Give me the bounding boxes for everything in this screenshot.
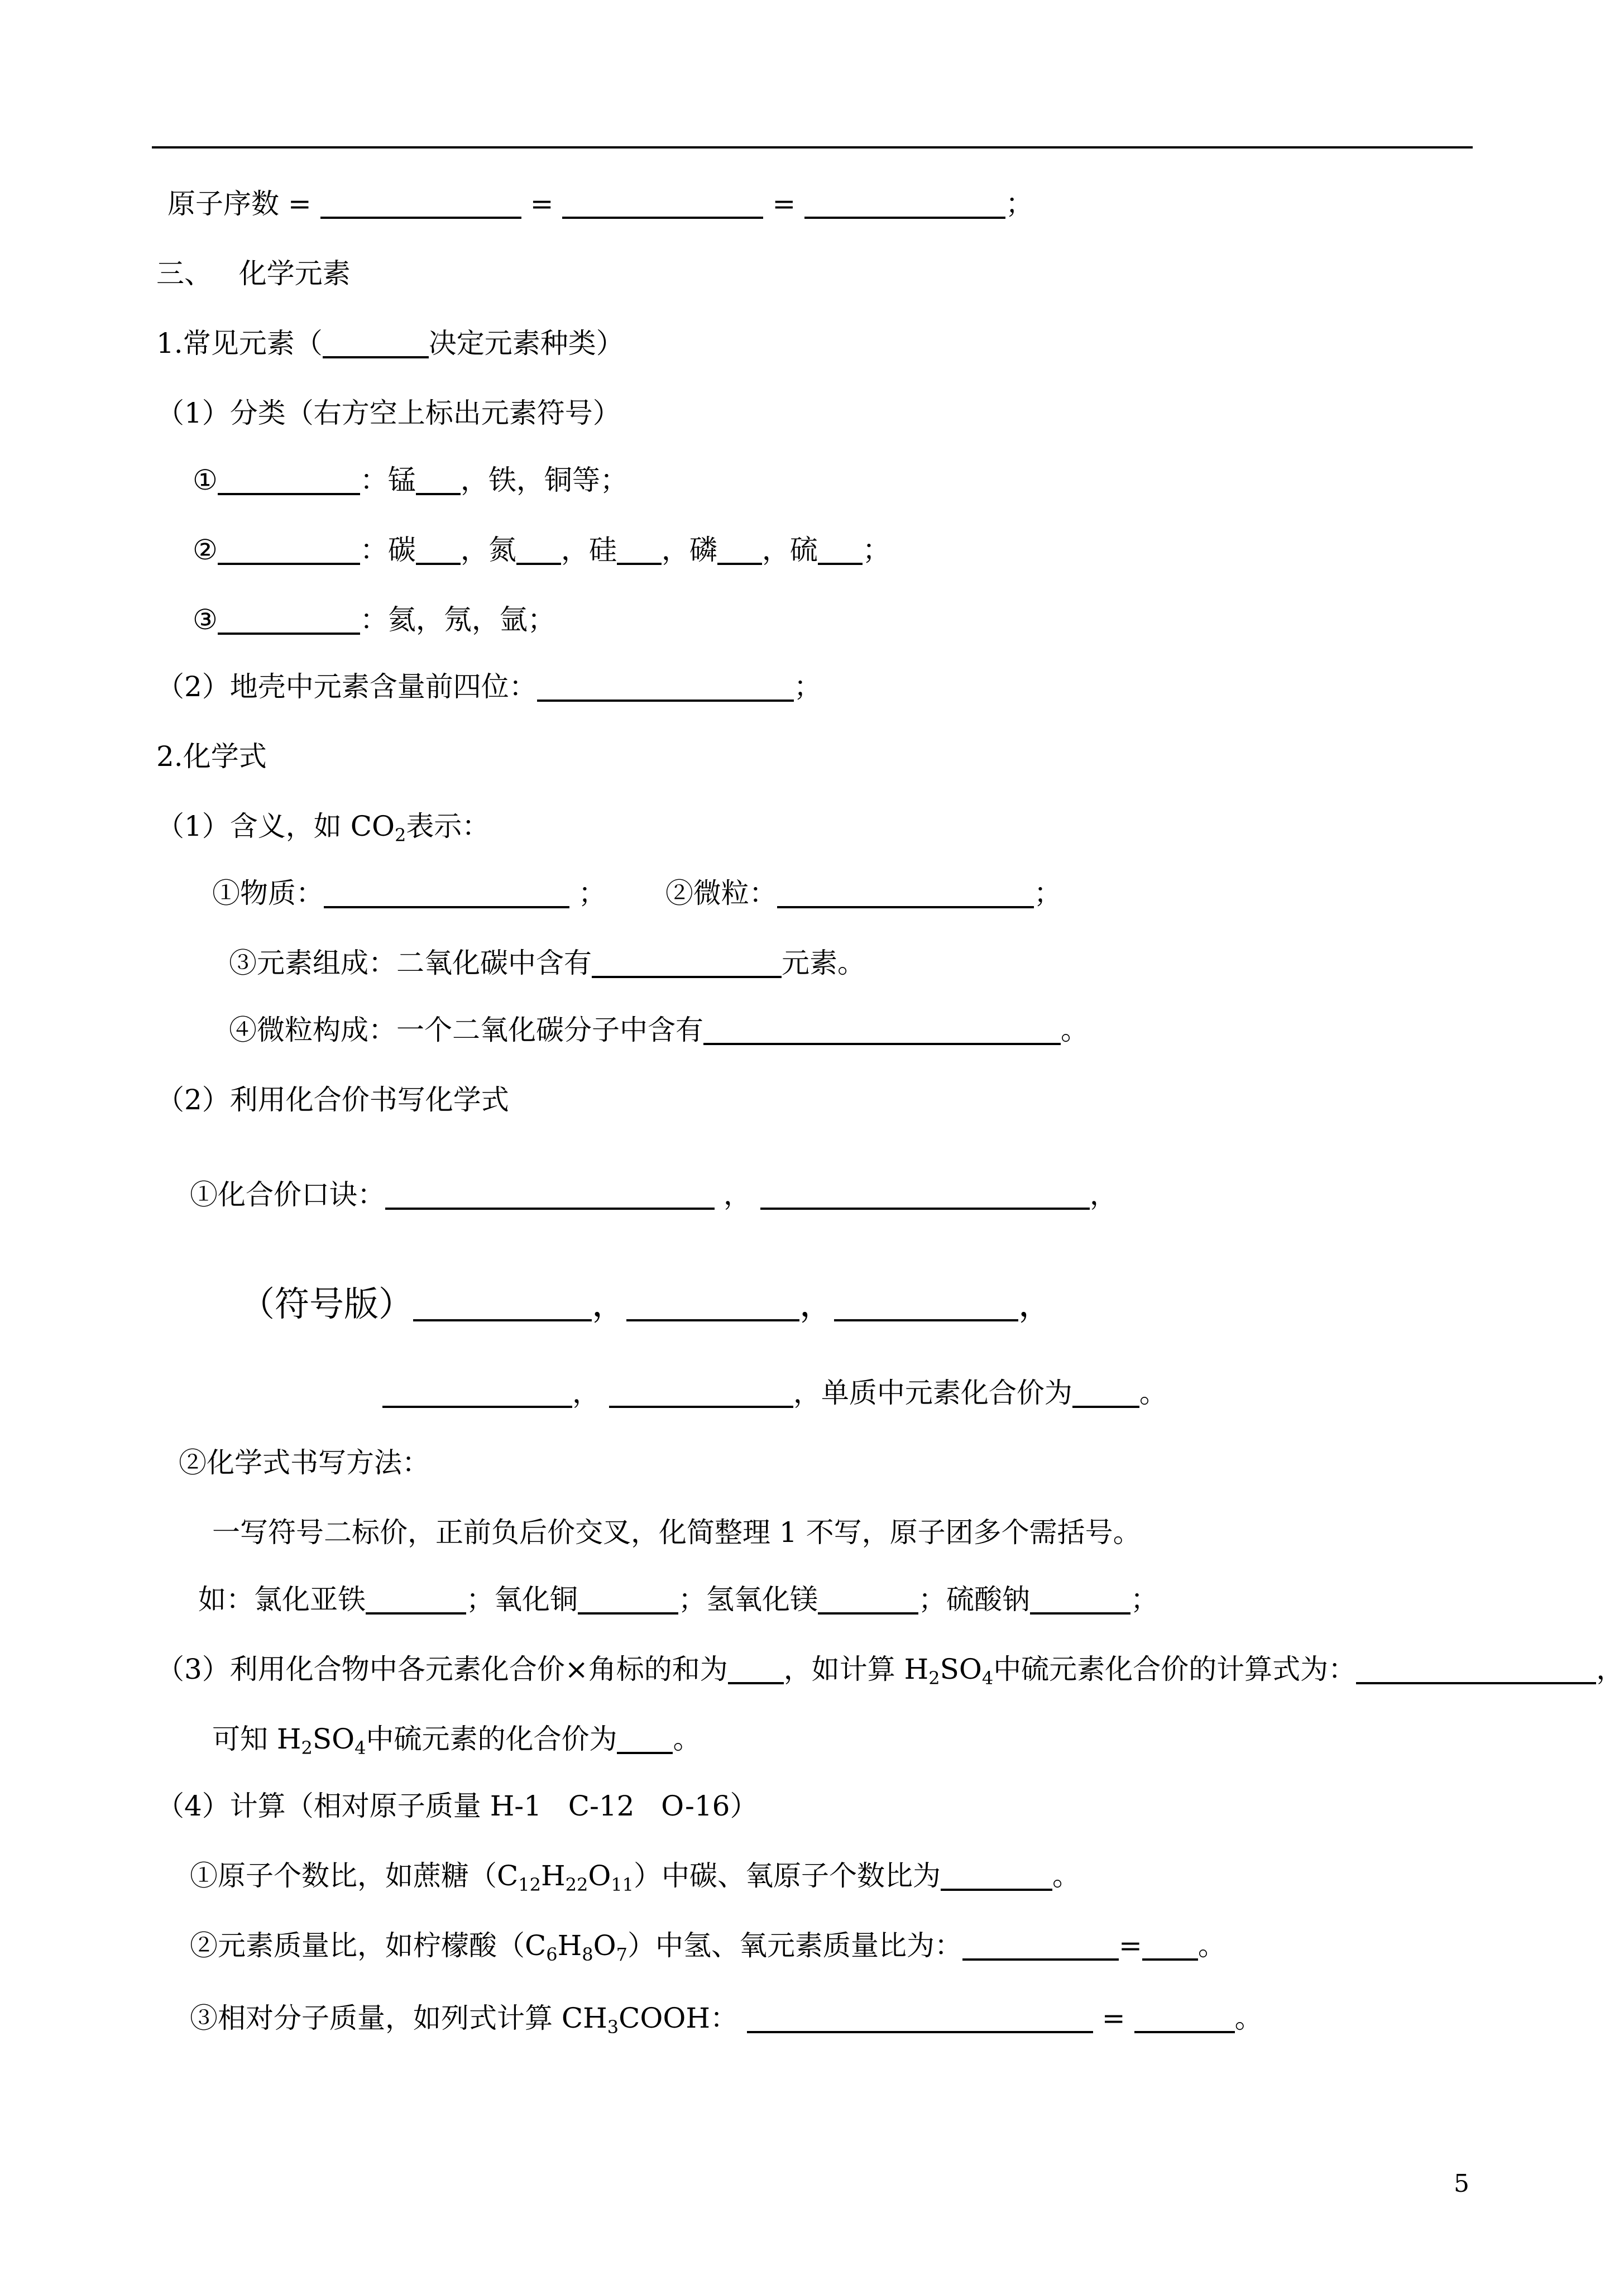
writing-method-desc: 一写符号二标价，正前负后价交叉，化简整理 1 不写，原子团多个需括号。 [212,1516,1141,1549]
mnemonic-line: ①化合价口诀： ， ， [190,1179,1118,1211]
blank-input[interactable] [537,675,794,702]
blank-input[interactable] [366,1588,466,1615]
valence-sum-line: （3）利用化合物中各元素化合价×角标的和为 ，如计算 $H_2SO_4$中硫元素化合价的计算式为： ， [156,1653,1624,1689]
valence-result-line: 可知 $H_2SO_4$中硫元素的化合价为 。 [212,1723,701,1759]
blank-input[interactable] [1134,2006,1235,2033]
atom-ratio-line: ①原子个数比，如蔗糖$(C_{12}H_{22}O_{11})$中碳、氧原子个数比为 。 [190,1860,1081,1895]
blank-input[interactable] [962,1934,1119,1961]
blank-input[interactable] [760,1183,1090,1210]
blank-input[interactable] [777,882,1034,908]
blank-input[interactable] [728,1658,784,1684]
blank-input[interactable] [320,192,521,219]
blank-input[interactable] [218,608,360,635]
classify-heading: （1）分类（右方空上标出元素符号） [156,397,621,429]
blank-input[interactable] [834,1295,1018,1321]
blank-input[interactable] [717,538,762,565]
blank-input[interactable] [617,1727,673,1754]
examples-line: 如：氯化亚铁 ；氧化铜 ；氢氧化镁 ；硫酸钠 ； [198,1583,1158,1616]
blank-input[interactable] [1030,1588,1130,1615]
blank-input[interactable] [1142,1934,1198,1961]
blank-input[interactable] [562,192,763,219]
blank-input[interactable] [578,1588,678,1615]
blank-input[interactable] [324,882,569,908]
mass-ratio-line: ②元素质量比，如柠檬酸$(C_6H_8O_7)$中氢、氧元素质量比为： = 。 [190,1929,1226,1965]
blank-input[interactable] [1356,1658,1596,1684]
blank-input[interactable] [516,538,561,565]
nonmetal-line: ② ：碳 ，氮 ，硅 ，磷 ，硫 ； [193,534,890,566]
substance-line: ①物质： ； ②微粒： ； [212,877,1062,909]
writing-method-heading: ②化学式书写方法： [179,1446,430,1479]
symbol-version-line: （符号版） ， ， ， [240,1283,1053,1324]
blank-input[interactable] [416,538,461,565]
composition-line: ③元素组成：二氧化碳中含有 元素。 [229,947,865,979]
metal-line: ① ：锰 ，铁，铜等； [193,464,628,496]
blank-input[interactable] [941,1864,1052,1891]
blank-input[interactable] [218,538,360,565]
blank-input[interactable] [218,468,360,495]
blank-input[interactable] [385,1183,715,1210]
common-elements-line: 1.常见元素（ 决定元素种类） [156,327,624,360]
molecular-mass-line: ③相对分子质量，如列式计算 $CH_3COOH$： = 。 [190,2002,1263,2038]
symbol-version-line-2: ， ，单质中元素化合价为 。 [382,1379,1167,1408]
blank-input[interactable] [416,468,461,495]
formula-heading: 2.化学式 [156,740,267,773]
blank-input[interactable] [323,332,429,358]
blank-input[interactable] [609,1381,793,1408]
page-number: 5 [1454,2169,1469,2198]
blank-input[interactable] [703,1018,1061,1045]
meaning-line: （1）含义，如 $CO_2$表示： [156,810,490,846]
section-heading: 三、 化学元素 [156,257,351,290]
valence-write-heading: （2）利用化合价书写化学式 [156,1084,509,1116]
structure-line: ④微粒构成：一个二氧化碳分子中含有 。 [229,1014,1089,1046]
header-rule [152,146,1473,148]
blank-input[interactable] [747,2006,1093,2033]
blank-input[interactable] [818,1588,918,1615]
blank-input[interactable] [1072,1381,1139,1408]
blank-input[interactable] [626,1295,799,1321]
blank-input[interactable] [413,1295,592,1321]
blank-input[interactable] [592,951,782,978]
blank-input[interactable] [617,538,662,565]
blank-input[interactable] [382,1381,572,1408]
blank-input[interactable] [818,538,863,565]
crust-line: （2）地壳中元素含量前四位： ； [156,670,822,703]
atomic-number-line: 原子序数 = = = ； [167,188,1034,220]
rare-gas-line: ③ ：氦，氖，氩； [193,603,555,636]
blank-input[interactable] [804,192,1005,219]
calc-heading: （4）计算（相对原子质量 H-1 C-12 O-16） [156,1790,758,1822]
